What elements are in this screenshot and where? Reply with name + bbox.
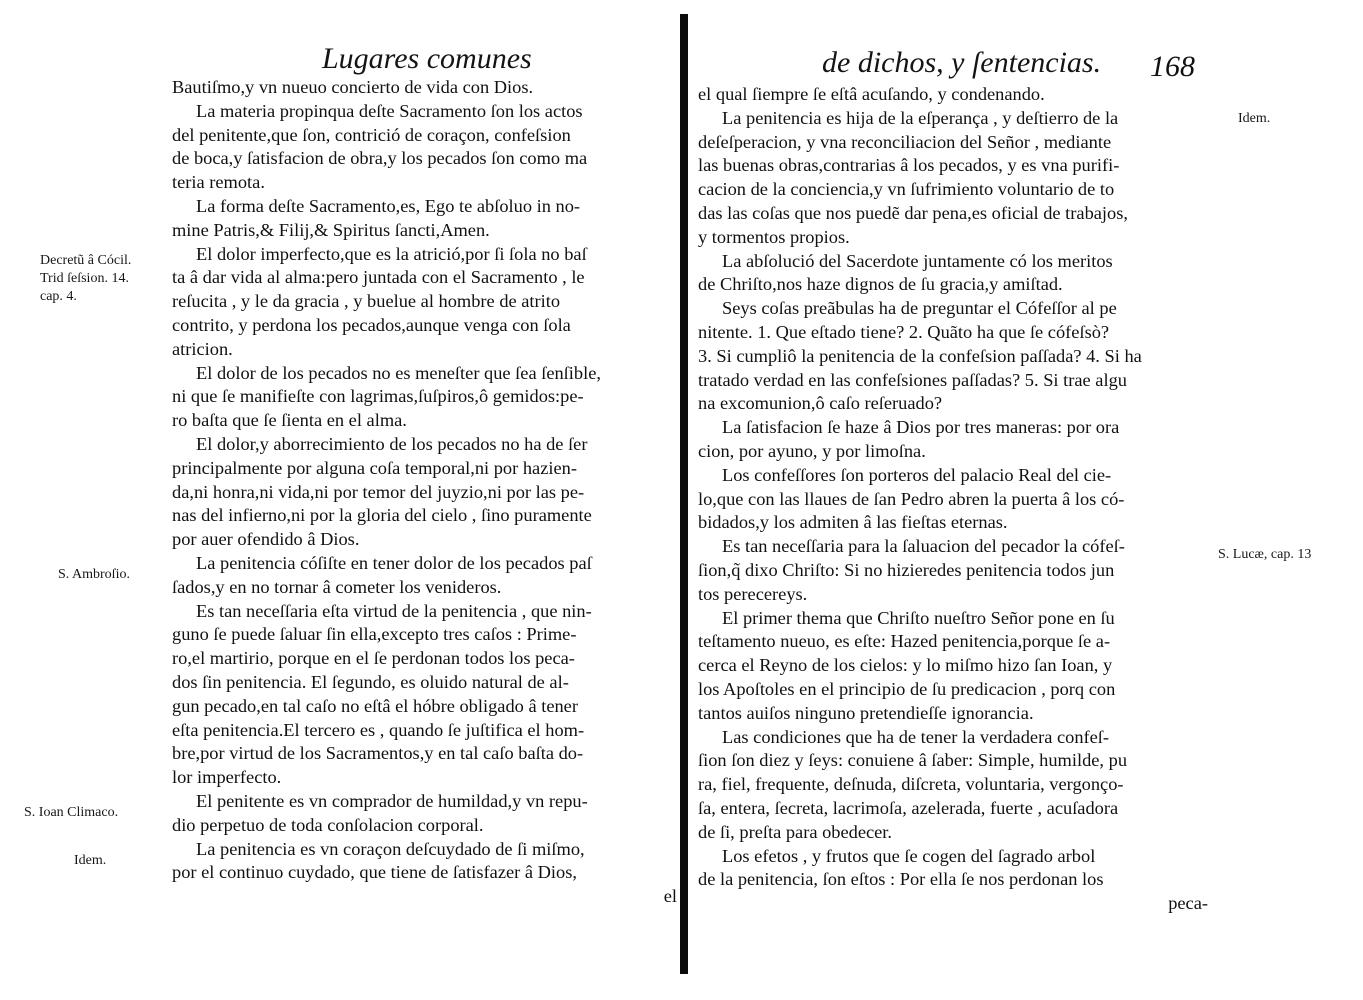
text-line: na excomunion,ô caſo reſeruado? — [698, 393, 943, 414]
text-line: El dolor imperfecto,que es la atrició,por ſi ſola no baſ — [196, 243, 587, 264]
text-line: La penitencia cóſiſte en tener dolor de los pecados paſ — [196, 552, 592, 573]
margin-note: S. Lucæ, cap. 13 — [1218, 547, 1312, 562]
text-line: cacion de la conciencia,y vn ſufrimiento voluntario de to — [698, 179, 1115, 200]
margin-note: S. Ioan Climaco. — [24, 805, 119, 820]
text-line: cerca el Reyno de los cielos: y lo miſmo hizo ſan Ioan, y — [698, 655, 1113, 676]
margin-note: Idem. — [1238, 111, 1271, 126]
text-line: ſa, entera, ſecreta, lacrimoſa, azelerada, fuerte , acuſadora — [698, 797, 1119, 818]
text-line: Es tan neceſſaria eſta virtud de la penitencia , que nin- — [196, 600, 592, 621]
text-line: 3. Si cumpliô la penitencia de la confeſsion paſſada? 4. Si ha — [698, 345, 1142, 366]
text-line: lor imperfecto. — [172, 767, 282, 788]
text-line: Las condiciones que ha de tener la verdadera confeſ- — [722, 726, 1110, 747]
text-line: bre,por virtud de los Sacramentos,y en tal caſo baſta do- — [172, 743, 584, 764]
text-line: El dolor,y aborrecimiento de los pecados no ha de ſer — [196, 433, 588, 454]
text-line: de boca,y ſatisfacion de obra,y los pecados ſon como ma — [172, 148, 588, 169]
text-line: dos ſin penitencia. El ſegundo, es oluido natural de al- — [172, 671, 569, 692]
text-line: ro baſta que ſe ſienta en el alma. — [172, 410, 407, 431]
text-line: tos perecereys. — [698, 583, 808, 604]
text-line: bidados,y los admiten â las fieſtas eternas. — [698, 512, 1008, 533]
text-line: dio perpetuo de toda conſolacion corporal. — [172, 814, 484, 835]
text-line: cion, por ayuno, y por limoſna. — [698, 440, 926, 461]
text-line: principalmente por alguna coſa temporal,ni por hazien- — [172, 457, 577, 478]
text-line: y tormentos propios. — [698, 226, 850, 247]
text-line: La penitencia es vn coraçon deſcuydado de ſi miſmo, — [196, 838, 585, 859]
text-line: ta â dar vida al alma:pero juntada con el Sacramento , le — [172, 267, 585, 288]
margin-note: Idem. — [74, 853, 107, 868]
text-line: Los efetos , y frutos que ſe cogen del ſagrado arbol — [722, 845, 1096, 866]
text-line: las buenas obras,contrarias â los pecados, y es vna purifi- — [698, 155, 1120, 176]
catchword: peca- — [1168, 893, 1208, 914]
margin-note: Decretũ â Cócil. — [40, 253, 132, 268]
text-line: nas del infierno,ni por la gloria del cielo , ſino puramente — [172, 505, 592, 526]
text-line: La forma deſte Sacramento,es, Ego te abſoluo in no- — [196, 195, 581, 216]
text-line: La ſatisfacion ſe haze â Dios por tres maneras: por ora — [722, 417, 1120, 438]
text-line: das las coſas que nos puedẽ dar pena,es oficial de trabajos, — [698, 202, 1128, 223]
text-line: teria remota. — [172, 172, 265, 193]
running-head-left: Lugares comunes — [322, 42, 532, 75]
text-line: Los confeſſores ſon porteros del palacio Real del cie- — [722, 464, 1112, 485]
text-line: ro,el martirio, porque en el ſe perdonan todos los peca- — [172, 648, 575, 669]
text-line: El dolor de los pecados no es meneſter que ſea ſenſible, — [196, 362, 601, 383]
text-line: Seys coſas preãbulas ha de preguntar el Cófeſſor al pe — [722, 298, 1117, 319]
text-line: ſados,y en no tornar â cometer los venideros. — [172, 576, 502, 597]
margin-note: Trid ſeſsion. 14. — [40, 271, 129, 286]
book-gutter — [680, 14, 688, 974]
text-line: La penitencia es hija de la eſperança , y deſtierro de la — [722, 107, 1119, 128]
text-line: atricion. — [172, 338, 233, 359]
text-line: gun pecado,en tal caſo no eſtâ el hóbre obligado â tener — [172, 695, 578, 716]
text-line: por el continuo cuydado, que tiene de ſatisfazer â Dios, — [172, 862, 577, 883]
right-page-text — [698, 83, 1208, 916]
text-line: los Apoſtoles en el principio de ſu predicacion , porq con — [698, 678, 1116, 699]
text-line: mine Patris,& Filij,& Spiritus ſancti,Amen. — [172, 219, 490, 240]
text-line: El primer thema que Chriſto nueſtro Señor pone en ſu — [722, 607, 1115, 628]
text-line: del penitente,que ſon, contrició de coraçon, confeſsion — [172, 124, 571, 145]
text-line: Bautiſmo,y vn nueuo concierto de vida con Dios. — [172, 77, 534, 97]
catchword: el — [663, 886, 677, 907]
text-line: da,ni honra,ni vida,ni por temor del juyzio,ni por las pe- — [172, 481, 585, 502]
text-line: ni que ſe manifieſte con lagrimas,ſuſpiros,ô gemidos:pe- — [172, 386, 584, 407]
text-line: contrito, y perdona los pecados,aunque venga con ſola — [172, 314, 571, 335]
text-line: el qual ſiempre ſe eſtâ acuſando, y condenando. — [698, 84, 1045, 104]
text-line: lo,que con las llaues de ſan Pedro abren la puerta â los có- — [698, 488, 1125, 509]
text-line: ſion,q̃ dixo Chriſto: Si no hizieredes penitencia todos jun — [698, 559, 1115, 580]
text-line: reſucita , y le da gracia , y buelue al hombre de atrito — [172, 291, 561, 312]
text-line: teſtamento nueuo, es eſte: Hazed penitencia,porque ſe a- — [698, 631, 1111, 652]
text-line: ſion ſon diez y ſeys: conuiene â ſaber: Simple, humilde, pu — [698, 750, 1128, 771]
text-line: de ſi, preſta para obedecer. — [698, 821, 893, 842]
left-page-text — [172, 76, 677, 909]
text-line: deſeſperacion, y vna reconciliacion del Señor , mediante — [698, 131, 1112, 152]
text-line: La abſolució del Sacerdote juntamente có los meritos — [722, 250, 1113, 271]
margin-note: cap. 4. — [40, 289, 77, 304]
text-line: ra, fiel, frequente, deſnuda, diſcreta, voluntaria, vergonço- — [698, 774, 1124, 795]
text-line: de la penitencia, ſon eſtos : Por ella ſe nos perdonan los — [698, 869, 1104, 890]
text-line: por auer ofendido â Dios. — [172, 529, 360, 550]
running-head-right: de dichos, y ſentencias. — [822, 46, 1102, 79]
text-line: eſta penitencia.El tercero es , quando ſe juſtifica el hom- — [172, 719, 585, 740]
text-line: tratado verdad en las confeſsiones paſſadas? 5. Si trae algu — [698, 369, 1127, 390]
text-line: El penitente es vn comprador de humildad,y vn repu- — [196, 790, 588, 811]
margin-note: S. Ambroſio. — [58, 567, 130, 582]
text-line: nitente. 1. Que eſtado tiene? 2. Quãto ha que ſe cófeſsò? — [698, 321, 1110, 342]
text-line: de Chriſto,nos haze dignos de ſu gracia,y amiſtad. — [698, 274, 1063, 295]
text-line: La materia propinqua deſte Sacramento ſon los actos — [196, 100, 583, 121]
page-number: 168 — [1150, 50, 1195, 83]
text-line: tantos auiſos ninguno pretendieſſe ignorancia. — [698, 702, 1034, 723]
text-line: guno ſe puede ſaluar ſin ella,excepto tres caſos : Prime- — [172, 624, 577, 645]
text-line: Es tan neceſſaria para la ſaluacion del pecador la cófeſ- — [722, 536, 1125, 557]
